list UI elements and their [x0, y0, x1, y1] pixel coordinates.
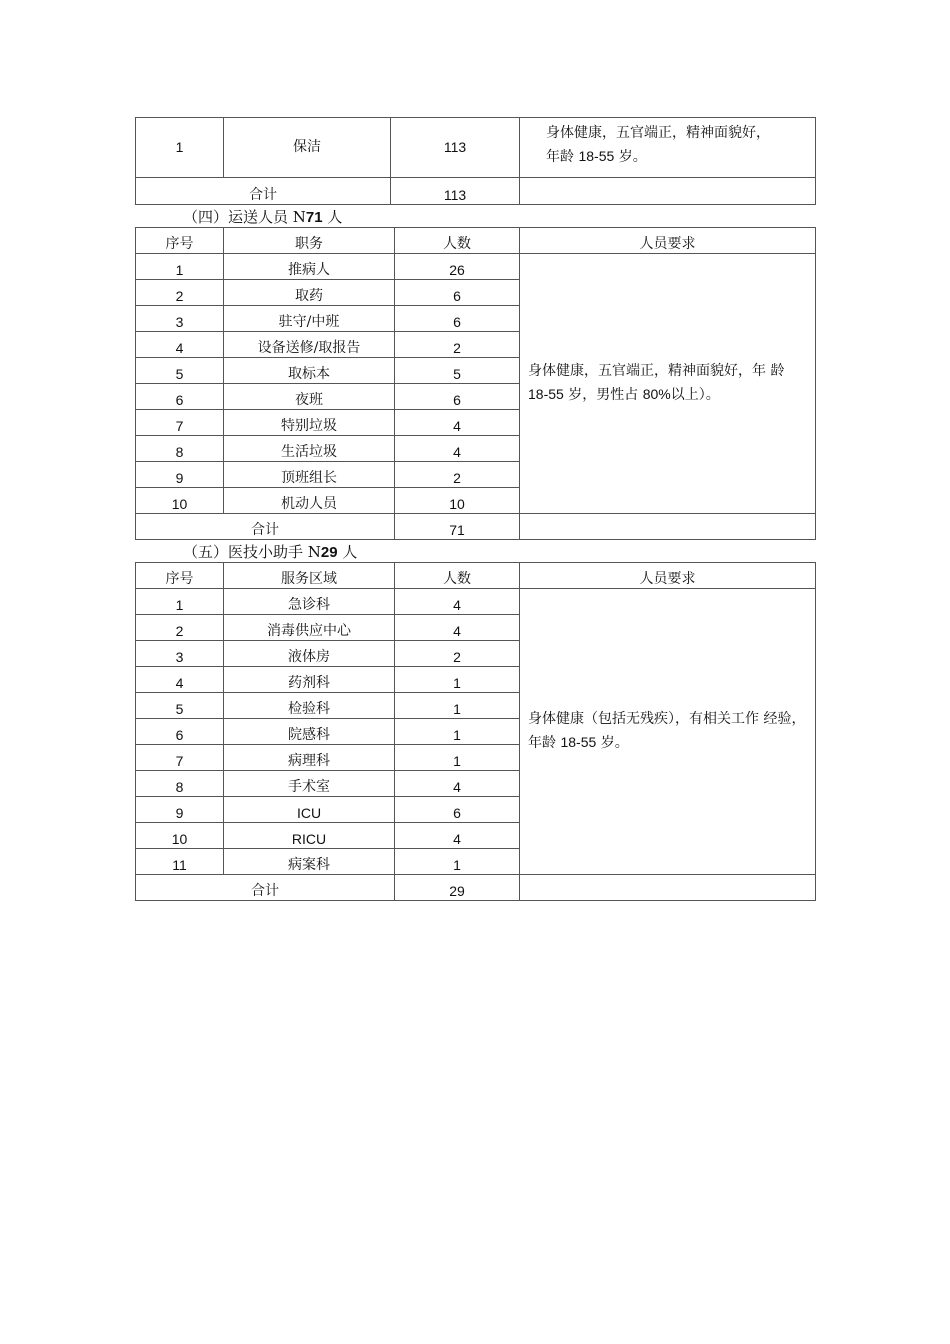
cleaning-staff-table	[135, 117, 816, 205]
header-seq: 序号	[136, 563, 224, 589]
requirement-text: 岁。	[614, 149, 647, 165]
requirement-text: 岁，男性占	[563, 387, 643, 403]
count-cell: 113	[391, 118, 520, 178]
seq-cell: 8	[136, 436, 224, 462]
seq-cell: 2	[136, 615, 224, 641]
count-cell: 6	[395, 306, 520, 332]
total-label: 合计	[136, 875, 395, 901]
count-cell: 4	[395, 436, 520, 462]
role-cell: 生活垃圾	[224, 436, 395, 462]
header-role: 职务	[224, 228, 395, 254]
seq-cell: 10	[136, 488, 224, 514]
requirement-text: 岁。	[596, 735, 629, 751]
role-cell: 特别垃圾	[224, 410, 395, 436]
empty-cell	[520, 875, 816, 901]
count-cell: 6	[395, 797, 520, 823]
section-title-prefix: （五）医技小助手 N	[183, 543, 321, 561]
section-title-number: 29	[320, 544, 338, 561]
header-requirement: 人员要求	[520, 563, 816, 589]
role-cell: 夜班	[224, 384, 395, 410]
header-requirement: 人员要求	[520, 228, 816, 254]
seq-cell: 1	[136, 589, 224, 615]
count-cell: 4	[395, 823, 520, 849]
empty-cell	[520, 514, 816, 540]
seq-cell: 7	[136, 410, 224, 436]
area-cell: RICU	[224, 823, 395, 849]
seq-cell: 9	[136, 797, 224, 823]
empty-cell	[520, 178, 816, 205]
count-cell: 2	[395, 332, 520, 358]
role-cell: 取标本	[224, 358, 395, 384]
seq-cell: 3	[136, 306, 224, 332]
total-row	[136, 875, 816, 901]
role-cell: 取药	[224, 280, 395, 306]
table-header-row	[136, 228, 816, 254]
role-cell: 设备送修/取报告	[224, 332, 395, 358]
requirement-text: 身体健康，五官端正，精神面貌好，年 龄	[528, 363, 785, 379]
section-title-transport	[135, 205, 815, 227]
requirement-cell	[520, 254, 816, 514]
age-range: 18-55	[578, 148, 615, 164]
area-cell: 院感科	[224, 719, 395, 745]
age-range: 18-55	[560, 734, 597, 750]
area-cell: 药剂科	[224, 667, 395, 693]
section-title-suffix: 人	[337, 543, 358, 561]
count-cell: 1	[395, 745, 520, 771]
seq-cell: 6	[136, 384, 224, 410]
medtech-assistant-table	[135, 562, 816, 901]
section-title-suffix: 人	[322, 208, 343, 226]
area-cell: 消毒供应中心	[224, 615, 395, 641]
count-cell: 1	[395, 719, 520, 745]
count-cell: 6	[395, 384, 520, 410]
table-row	[136, 118, 816, 178]
total-count: 71	[395, 514, 520, 540]
requirement-text: 身体健康，五官端正，精神面貌好，	[546, 125, 770, 141]
total-row	[136, 178, 816, 205]
requirement-text: 身体健康（包括无残疾），有相关工作 经验，年龄	[528, 711, 806, 751]
seq-cell: 2	[136, 280, 224, 306]
total-row	[136, 514, 816, 540]
count-cell: 2	[395, 641, 520, 667]
requirement-text: 年龄	[546, 149, 579, 165]
total-label: 合计	[136, 178, 391, 205]
role-cell: 推病人	[224, 254, 395, 280]
area-cell: 手术室	[224, 771, 395, 797]
role-cell: 机动人员	[224, 488, 395, 514]
count-cell: 26	[395, 254, 520, 280]
seq-cell: 7	[136, 745, 224, 771]
area-cell: 急诊科	[224, 589, 395, 615]
total-count: 29	[395, 875, 520, 901]
area-cell: 病理科	[224, 745, 395, 771]
section-title-prefix: （四）运送人员 N	[183, 208, 306, 226]
count-cell: 10	[395, 488, 520, 514]
seq-cell: 4	[136, 667, 224, 693]
table-header-row	[136, 563, 816, 589]
seq-cell: 6	[136, 719, 224, 745]
requirement-cell	[520, 589, 816, 875]
count-cell: 4	[395, 771, 520, 797]
section-title-medtech	[135, 540, 815, 562]
area-cell: 病案科	[224, 849, 395, 875]
role-cell: 顶班组长	[224, 462, 395, 488]
seq-cell: 1	[136, 254, 224, 280]
count-cell: 1	[395, 693, 520, 719]
header-seq: 序号	[136, 228, 224, 254]
total-label: 合计	[136, 514, 395, 540]
section-title-number: 71	[305, 209, 323, 226]
seq-cell: 1	[136, 118, 224, 178]
seq-cell: 5	[136, 693, 224, 719]
seq-cell: 11	[136, 849, 224, 875]
count-cell: 4	[395, 410, 520, 436]
male-ratio: 80%	[642, 386, 671, 402]
seq-cell: 5	[136, 358, 224, 384]
requirement-cell	[520, 118, 816, 178]
requirement-text: 以上）。	[670, 387, 720, 403]
header-area: 服务区域	[224, 563, 395, 589]
count-cell: 1	[395, 849, 520, 875]
count-cell: 6	[395, 280, 520, 306]
count-cell: 1	[395, 667, 520, 693]
header-count: 人数	[395, 228, 520, 254]
table-row	[136, 254, 816, 280]
count-cell: 4	[395, 589, 520, 615]
header-count: 人数	[395, 563, 520, 589]
document-page	[135, 117, 815, 901]
seq-cell: 4	[136, 332, 224, 358]
seq-cell: 8	[136, 771, 224, 797]
area-cell: 检验科	[224, 693, 395, 719]
age-range: 18-55	[528, 386, 564, 402]
count-cell: 4	[395, 615, 520, 641]
seq-cell: 9	[136, 462, 224, 488]
table-row	[136, 589, 816, 615]
area-cell: ICU	[224, 797, 395, 823]
transport-staff-table	[135, 227, 816, 540]
role-cell: 驻守/中班	[224, 306, 395, 332]
seq-cell: 3	[136, 641, 224, 667]
count-cell: 5	[395, 358, 520, 384]
count-cell: 2	[395, 462, 520, 488]
total-count: 113	[391, 178, 520, 205]
area-cell: 液体房	[224, 641, 395, 667]
seq-cell: 10	[136, 823, 224, 849]
role-cell: 保洁	[224, 118, 391, 178]
